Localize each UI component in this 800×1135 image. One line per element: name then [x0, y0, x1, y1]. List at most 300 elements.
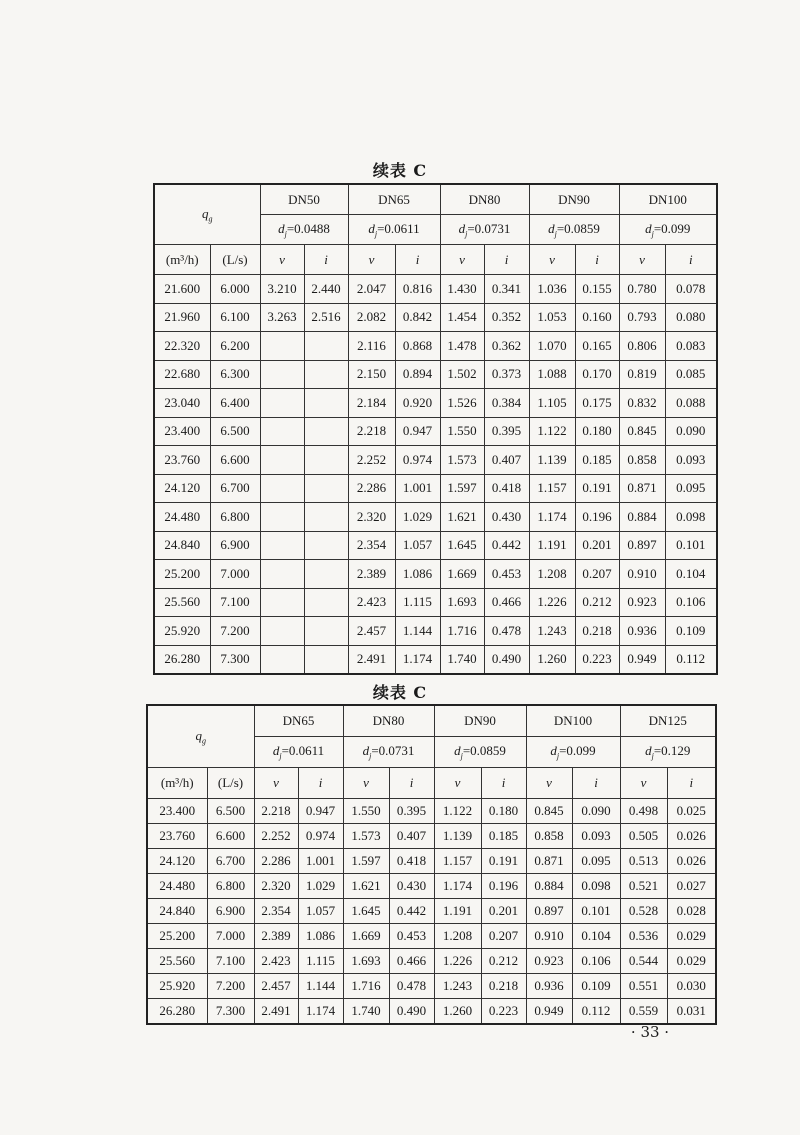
table-cell: 0.093 [665, 446, 717, 475]
table-cell: 0.536 [620, 924, 667, 949]
di-subscript: j [279, 751, 282, 761]
table-cell: 2.252 [348, 446, 395, 475]
table-row [147, 974, 716, 999]
table-cell: 7.300 [210, 645, 260, 674]
table-cell: 23.040 [154, 389, 210, 418]
table-cell: 0.095 [572, 849, 620, 874]
table-cell: 23.760 [154, 446, 210, 475]
table-cell: 0.897 [619, 531, 665, 560]
di-subscript: j [374, 229, 378, 239]
table-cell: 1.157 [434, 849, 481, 874]
table-row [154, 446, 717, 475]
di-header-cell [619, 215, 717, 245]
di-subscript: j [651, 751, 654, 761]
table-row [147, 999, 716, 1025]
table-cell: 1.716 [440, 617, 484, 646]
table-cell: 1.070 [529, 332, 575, 361]
table-cell: 0.090 [665, 417, 717, 446]
table-cell: 1.115 [395, 588, 440, 617]
table-cell [260, 588, 304, 617]
table-cell: 26.280 [154, 645, 210, 674]
table-row [154, 360, 717, 389]
table-cell: 2.354 [348, 531, 395, 560]
table-cell: 1.573 [440, 446, 484, 475]
velocity-header: v [343, 768, 389, 799]
table-cell: 2.457 [254, 974, 298, 999]
table-cell: 0.858 [526, 824, 572, 849]
di-value: =0.0731 [371, 743, 415, 759]
table-row [154, 332, 717, 361]
table-cell: 6.500 [210, 417, 260, 446]
table-cell: 0.897 [526, 899, 572, 924]
table-cell: 6.900 [207, 899, 254, 924]
table-1-caption: 续表 C [372, 161, 428, 180]
table-cell: 0.974 [298, 824, 343, 849]
dn-header: DN65 [348, 184, 440, 215]
table-cell: 0.947 [298, 799, 343, 824]
gradient-header: i [298, 768, 343, 799]
qg-subscript: g [208, 214, 213, 224]
table-cell: 6.800 [207, 874, 254, 899]
table-cell: 0.544 [620, 949, 667, 974]
table-row [154, 588, 717, 617]
table-row [154, 474, 717, 503]
table-cell: 0.490 [484, 645, 529, 674]
table-cell: 0.109 [665, 617, 717, 646]
table-cell: 2.491 [348, 645, 395, 674]
di-symbol: d [278, 220, 285, 236]
table-cell: 0.819 [619, 360, 665, 389]
table-cell: 2.457 [348, 617, 395, 646]
velocity-header: v [529, 245, 575, 275]
table-cell [260, 474, 304, 503]
table-cell: 0.845 [526, 799, 572, 824]
table-cell: 25.200 [147, 924, 207, 949]
table-cell: 25.560 [154, 588, 210, 617]
table-cell: 0.373 [484, 360, 529, 389]
di-symbol: d [550, 743, 557, 759]
table-cell [304, 332, 348, 361]
qg-symbol: q [195, 727, 202, 743]
table-row [147, 924, 716, 949]
table-cell: 1.740 [343, 999, 389, 1025]
table-cell: 0.920 [395, 389, 440, 418]
table-cell: 1.550 [343, 799, 389, 824]
table-cell: 7.000 [210, 560, 260, 589]
table-cell: 1.122 [529, 417, 575, 446]
di-header-cell [348, 215, 440, 245]
di-value: =0.0488 [286, 220, 330, 236]
velocity-header: v [526, 768, 572, 799]
table-cell: 0.832 [619, 389, 665, 418]
table-cell: 0.112 [665, 645, 717, 674]
page-number: · 33 · [630, 1023, 670, 1041]
table-cell: 0.974 [395, 446, 440, 475]
table-cell: 0.160 [575, 303, 619, 332]
table-cell: 0.490 [389, 999, 434, 1025]
table-cell: 1.122 [434, 799, 481, 824]
unit-header: (m³/h) [154, 245, 210, 275]
table-cell: 0.949 [526, 999, 572, 1025]
di-value: =0.0859 [556, 220, 600, 236]
table-cell: 0.201 [481, 899, 526, 924]
table-cell: 0.362 [484, 332, 529, 361]
table-cell: 0.201 [575, 531, 619, 560]
table-cell: 7.200 [210, 617, 260, 646]
gradient-header: i [484, 245, 529, 275]
table-cell: 0.029 [667, 949, 716, 974]
table-cell: 0.196 [575, 503, 619, 532]
table-cell: 0.180 [575, 417, 619, 446]
table-cell [304, 417, 348, 446]
gradient-header: i [667, 768, 716, 799]
table-cell: 0.098 [572, 874, 620, 899]
table-cell: 1.226 [529, 588, 575, 617]
table-cell [304, 360, 348, 389]
table-row [154, 531, 717, 560]
di-subscript: j [556, 751, 560, 761]
table-cell: 0.218 [575, 617, 619, 646]
table-cell: 0.936 [619, 617, 665, 646]
table-row [147, 799, 716, 824]
table-cell: 0.026 [667, 824, 716, 849]
unit-header: (L/s) [210, 245, 260, 275]
table-cell: 1.208 [434, 924, 481, 949]
table-row [154, 645, 717, 674]
table-cell: 6.500 [207, 799, 254, 824]
table-cell: 0.031 [667, 999, 716, 1025]
gradient-header: i [395, 245, 440, 275]
table-cell: 2.252 [254, 824, 298, 849]
table-cell: 0.513 [620, 849, 667, 874]
table-cell: 2.354 [254, 899, 298, 924]
table-cell: 22.680 [154, 360, 210, 389]
table-cell: 0.104 [572, 924, 620, 949]
table-cell: 1.174 [529, 503, 575, 532]
table-cell: 0.528 [620, 899, 667, 924]
di-symbol: d [645, 743, 652, 759]
table-cell [304, 645, 348, 674]
table-cell: 26.280 [147, 999, 207, 1025]
table-cell: 0.430 [389, 874, 434, 899]
table-cell: 0.793 [619, 303, 665, 332]
table-cell: 0.947 [395, 417, 440, 446]
table-cell: 0.030 [667, 974, 716, 999]
table-cell: 1.573 [343, 824, 389, 849]
table-cell: 1.669 [343, 924, 389, 949]
table-cell: 6.600 [207, 824, 254, 849]
table-cell: 2.218 [348, 417, 395, 446]
table-cell: 0.478 [389, 974, 434, 999]
table-2-caption: 续表 C [372, 683, 428, 702]
dn-header: DN90 [529, 184, 619, 215]
table-cell: 6.700 [210, 474, 260, 503]
table-row [154, 503, 717, 532]
gradient-header: i [572, 768, 620, 799]
di-symbol: d [458, 220, 466, 236]
table-cell: 6.900 [210, 531, 260, 560]
table-cell: 7.200 [207, 974, 254, 999]
table-cell: 0.196 [481, 874, 526, 899]
table-cell: 1.597 [440, 474, 484, 503]
table-cell: 1.115 [298, 949, 343, 974]
table-cell: 0.109 [572, 974, 620, 999]
di-subscript: j [369, 751, 372, 761]
table-cell: 6.700 [207, 849, 254, 874]
table-cell [260, 389, 304, 418]
velocity-header: v [260, 245, 304, 275]
table-cell: 0.083 [665, 332, 717, 361]
table-cell [304, 446, 348, 475]
velocity-header: v [434, 768, 481, 799]
table-cell: 23.760 [147, 824, 207, 849]
table-cell: 0.923 [526, 949, 572, 974]
dn-header: DN65 [254, 705, 343, 737]
table-cell: 22.320 [154, 332, 210, 361]
table-cell: 25.560 [147, 949, 207, 974]
table-cell: 0.845 [619, 417, 665, 446]
table-cell: 2.218 [254, 799, 298, 824]
table-cell [260, 531, 304, 560]
table-cell: 1.036 [529, 275, 575, 304]
table-cell: 0.418 [484, 474, 529, 503]
table-cell: 6.400 [210, 389, 260, 418]
dn-header: DN125 [620, 705, 716, 737]
table-cell: 2.082 [348, 303, 395, 332]
table-cell: 6.100 [210, 303, 260, 332]
table-cell: 1.693 [343, 949, 389, 974]
table-cell: 24.480 [154, 503, 210, 532]
table-cell: 0.806 [619, 332, 665, 361]
table-cell [260, 645, 304, 674]
di-subscript: j [465, 229, 468, 239]
table-cell: 0.780 [619, 275, 665, 304]
table-cell: 0.106 [572, 949, 620, 974]
di-symbol: d [272, 743, 280, 759]
table-cell [260, 360, 304, 389]
velocity-header: v [254, 768, 298, 799]
table-cell: 1.144 [395, 617, 440, 646]
table-cell [260, 332, 304, 361]
table-cell: 2.150 [348, 360, 395, 389]
table-cell [304, 617, 348, 646]
table-cell: 1.029 [298, 874, 343, 899]
table-cell: 0.078 [665, 275, 717, 304]
table-cell: 1.243 [529, 617, 575, 646]
table-cell: 3.210 [260, 275, 304, 304]
velocity-header: v [620, 768, 667, 799]
table-cell: 1.088 [529, 360, 575, 389]
table-cell: 0.028 [667, 899, 716, 924]
table-cell: 1.057 [298, 899, 343, 924]
table-cell: 1.174 [434, 874, 481, 899]
table-cell: 0.207 [575, 560, 619, 589]
table-cell: 0.025 [667, 799, 716, 824]
table-cell: 0.871 [526, 849, 572, 874]
table-cell: 1.478 [440, 332, 484, 361]
di-subscript: j [554, 229, 557, 239]
table-cell: 25.200 [154, 560, 210, 589]
table-cell: 24.120 [147, 849, 207, 874]
gradient-header: i [575, 245, 619, 275]
table-cell [304, 389, 348, 418]
table-row [147, 899, 716, 924]
dn-header: DN90 [434, 705, 526, 737]
table-cell: 0.175 [575, 389, 619, 418]
table-cell: 0.816 [395, 275, 440, 304]
di-header-cell [620, 737, 716, 768]
gradient-header: i [389, 768, 434, 799]
table-cell: 1.174 [395, 645, 440, 674]
table-cell: 2.184 [348, 389, 395, 418]
table-cell: 0.910 [619, 560, 665, 589]
table-cell [304, 588, 348, 617]
qg-header-cell [154, 184, 260, 245]
table-cell: 1.144 [298, 974, 343, 999]
table-cell: 1.454 [440, 303, 484, 332]
table-cell: 2.423 [254, 949, 298, 974]
di-value: =0.0859 [462, 743, 506, 759]
table-cell: 0.106 [665, 588, 717, 617]
table-cell: 1.053 [529, 303, 575, 332]
table-cell: 0.559 [620, 999, 667, 1025]
table-cell: 1.001 [298, 849, 343, 874]
unit-header: (L/s) [207, 768, 254, 799]
table-cell: 2.116 [348, 332, 395, 361]
table-cell: 23.400 [154, 417, 210, 446]
velocity-header: v [348, 245, 395, 275]
table-cell: 2.320 [254, 874, 298, 899]
table-cell: 1.550 [440, 417, 484, 446]
table-cell: 2.389 [254, 924, 298, 949]
table-cell: 1.740 [440, 645, 484, 674]
table-cell: 0.418 [389, 849, 434, 874]
table-cell: 1.029 [395, 503, 440, 532]
table-cell: 3.263 [260, 303, 304, 332]
table-cell: 1.057 [395, 531, 440, 560]
table-cell: 24.840 [154, 531, 210, 560]
table-cell: 1.693 [440, 588, 484, 617]
table-cell [260, 560, 304, 589]
table-cell: 1.669 [440, 560, 484, 589]
velocity-header: v [440, 245, 484, 275]
qg-subscript: g [202, 736, 206, 746]
di-symbol: d [362, 743, 370, 759]
table-row [154, 303, 717, 332]
table-cell [304, 531, 348, 560]
table-cell: 0.090 [572, 799, 620, 824]
di-header-cell [260, 215, 348, 245]
table-cell [260, 503, 304, 532]
table-cell: 0.218 [481, 974, 526, 999]
table-cell: 1.645 [440, 531, 484, 560]
table-cell: 1.243 [434, 974, 481, 999]
table-cell: 0.395 [484, 417, 529, 446]
table-cell: 0.923 [619, 588, 665, 617]
table-cell: 0.341 [484, 275, 529, 304]
table-cell: 24.840 [147, 899, 207, 924]
di-subscript: j [284, 229, 287, 239]
table-cell: 0.185 [575, 446, 619, 475]
table-cell: 0.430 [484, 503, 529, 532]
table-cell: 1.621 [343, 874, 389, 899]
table-cell: 25.920 [154, 617, 210, 646]
table-cell: 1.139 [529, 446, 575, 475]
table-cell [260, 417, 304, 446]
table-cell: 1.105 [529, 389, 575, 418]
table-cell: 6.600 [210, 446, 260, 475]
table-cell [304, 503, 348, 532]
di-header-cell [440, 215, 529, 245]
table-row [154, 275, 717, 304]
qg-symbol: q [202, 205, 209, 221]
table-cell: 6.800 [210, 503, 260, 532]
table-cell: 0.223 [575, 645, 619, 674]
table-cell: 1.260 [529, 645, 575, 674]
di-header-cell [343, 737, 434, 768]
table-cell: 0.093 [572, 824, 620, 849]
di-value: =0.099 [559, 743, 596, 759]
table-cell: 0.466 [484, 588, 529, 617]
table-cell: 0.185 [481, 824, 526, 849]
table-cell: 1.597 [343, 849, 389, 874]
table-cell: 0.095 [665, 474, 717, 503]
table-cell: 23.400 [147, 799, 207, 824]
table-cell: 1.716 [343, 974, 389, 999]
dn-header: DN100 [619, 184, 717, 215]
table-cell: 21.960 [154, 303, 210, 332]
table-cell: 1.208 [529, 560, 575, 589]
table-cell: 1.191 [529, 531, 575, 560]
di-symbol: d [368, 220, 375, 236]
table-cell: 0.101 [572, 899, 620, 924]
di-value: =0.0731 [467, 220, 511, 236]
table-cell: 6.200 [210, 332, 260, 361]
table-cell: 2.423 [348, 588, 395, 617]
table-cell: 2.440 [304, 275, 348, 304]
table-cell: 1.260 [434, 999, 481, 1025]
table-cell: 0.442 [389, 899, 434, 924]
table-cell: 2.389 [348, 560, 395, 589]
table-cell: 0.191 [481, 849, 526, 874]
table-cell: 2.516 [304, 303, 348, 332]
di-header-cell [526, 737, 620, 768]
gradient-header: i [481, 768, 526, 799]
table-cell: 0.026 [667, 849, 716, 874]
table-cell: 2.286 [348, 474, 395, 503]
table-cell: 2.320 [348, 503, 395, 532]
table-cell: 24.480 [147, 874, 207, 899]
table-cell: 0.858 [619, 446, 665, 475]
dn-header: DN100 [526, 705, 620, 737]
di-value: =0.0611 [281, 743, 325, 759]
table-cell [260, 617, 304, 646]
table-cell: 7.100 [210, 588, 260, 617]
table-2 [146, 704, 717, 1025]
table-cell: 1.526 [440, 389, 484, 418]
table-cell [260, 446, 304, 475]
table-row [147, 874, 716, 899]
table-cell: 24.120 [154, 474, 210, 503]
table-cell: 0.212 [481, 949, 526, 974]
gradient-header: i [665, 245, 717, 275]
table-cell: 0.027 [667, 874, 716, 899]
table-cell: 0.936 [526, 974, 572, 999]
table-cell: 1.174 [298, 999, 343, 1025]
table-row [154, 617, 717, 646]
table-cell: 0.842 [395, 303, 440, 332]
table-cell: 0.395 [389, 799, 434, 824]
